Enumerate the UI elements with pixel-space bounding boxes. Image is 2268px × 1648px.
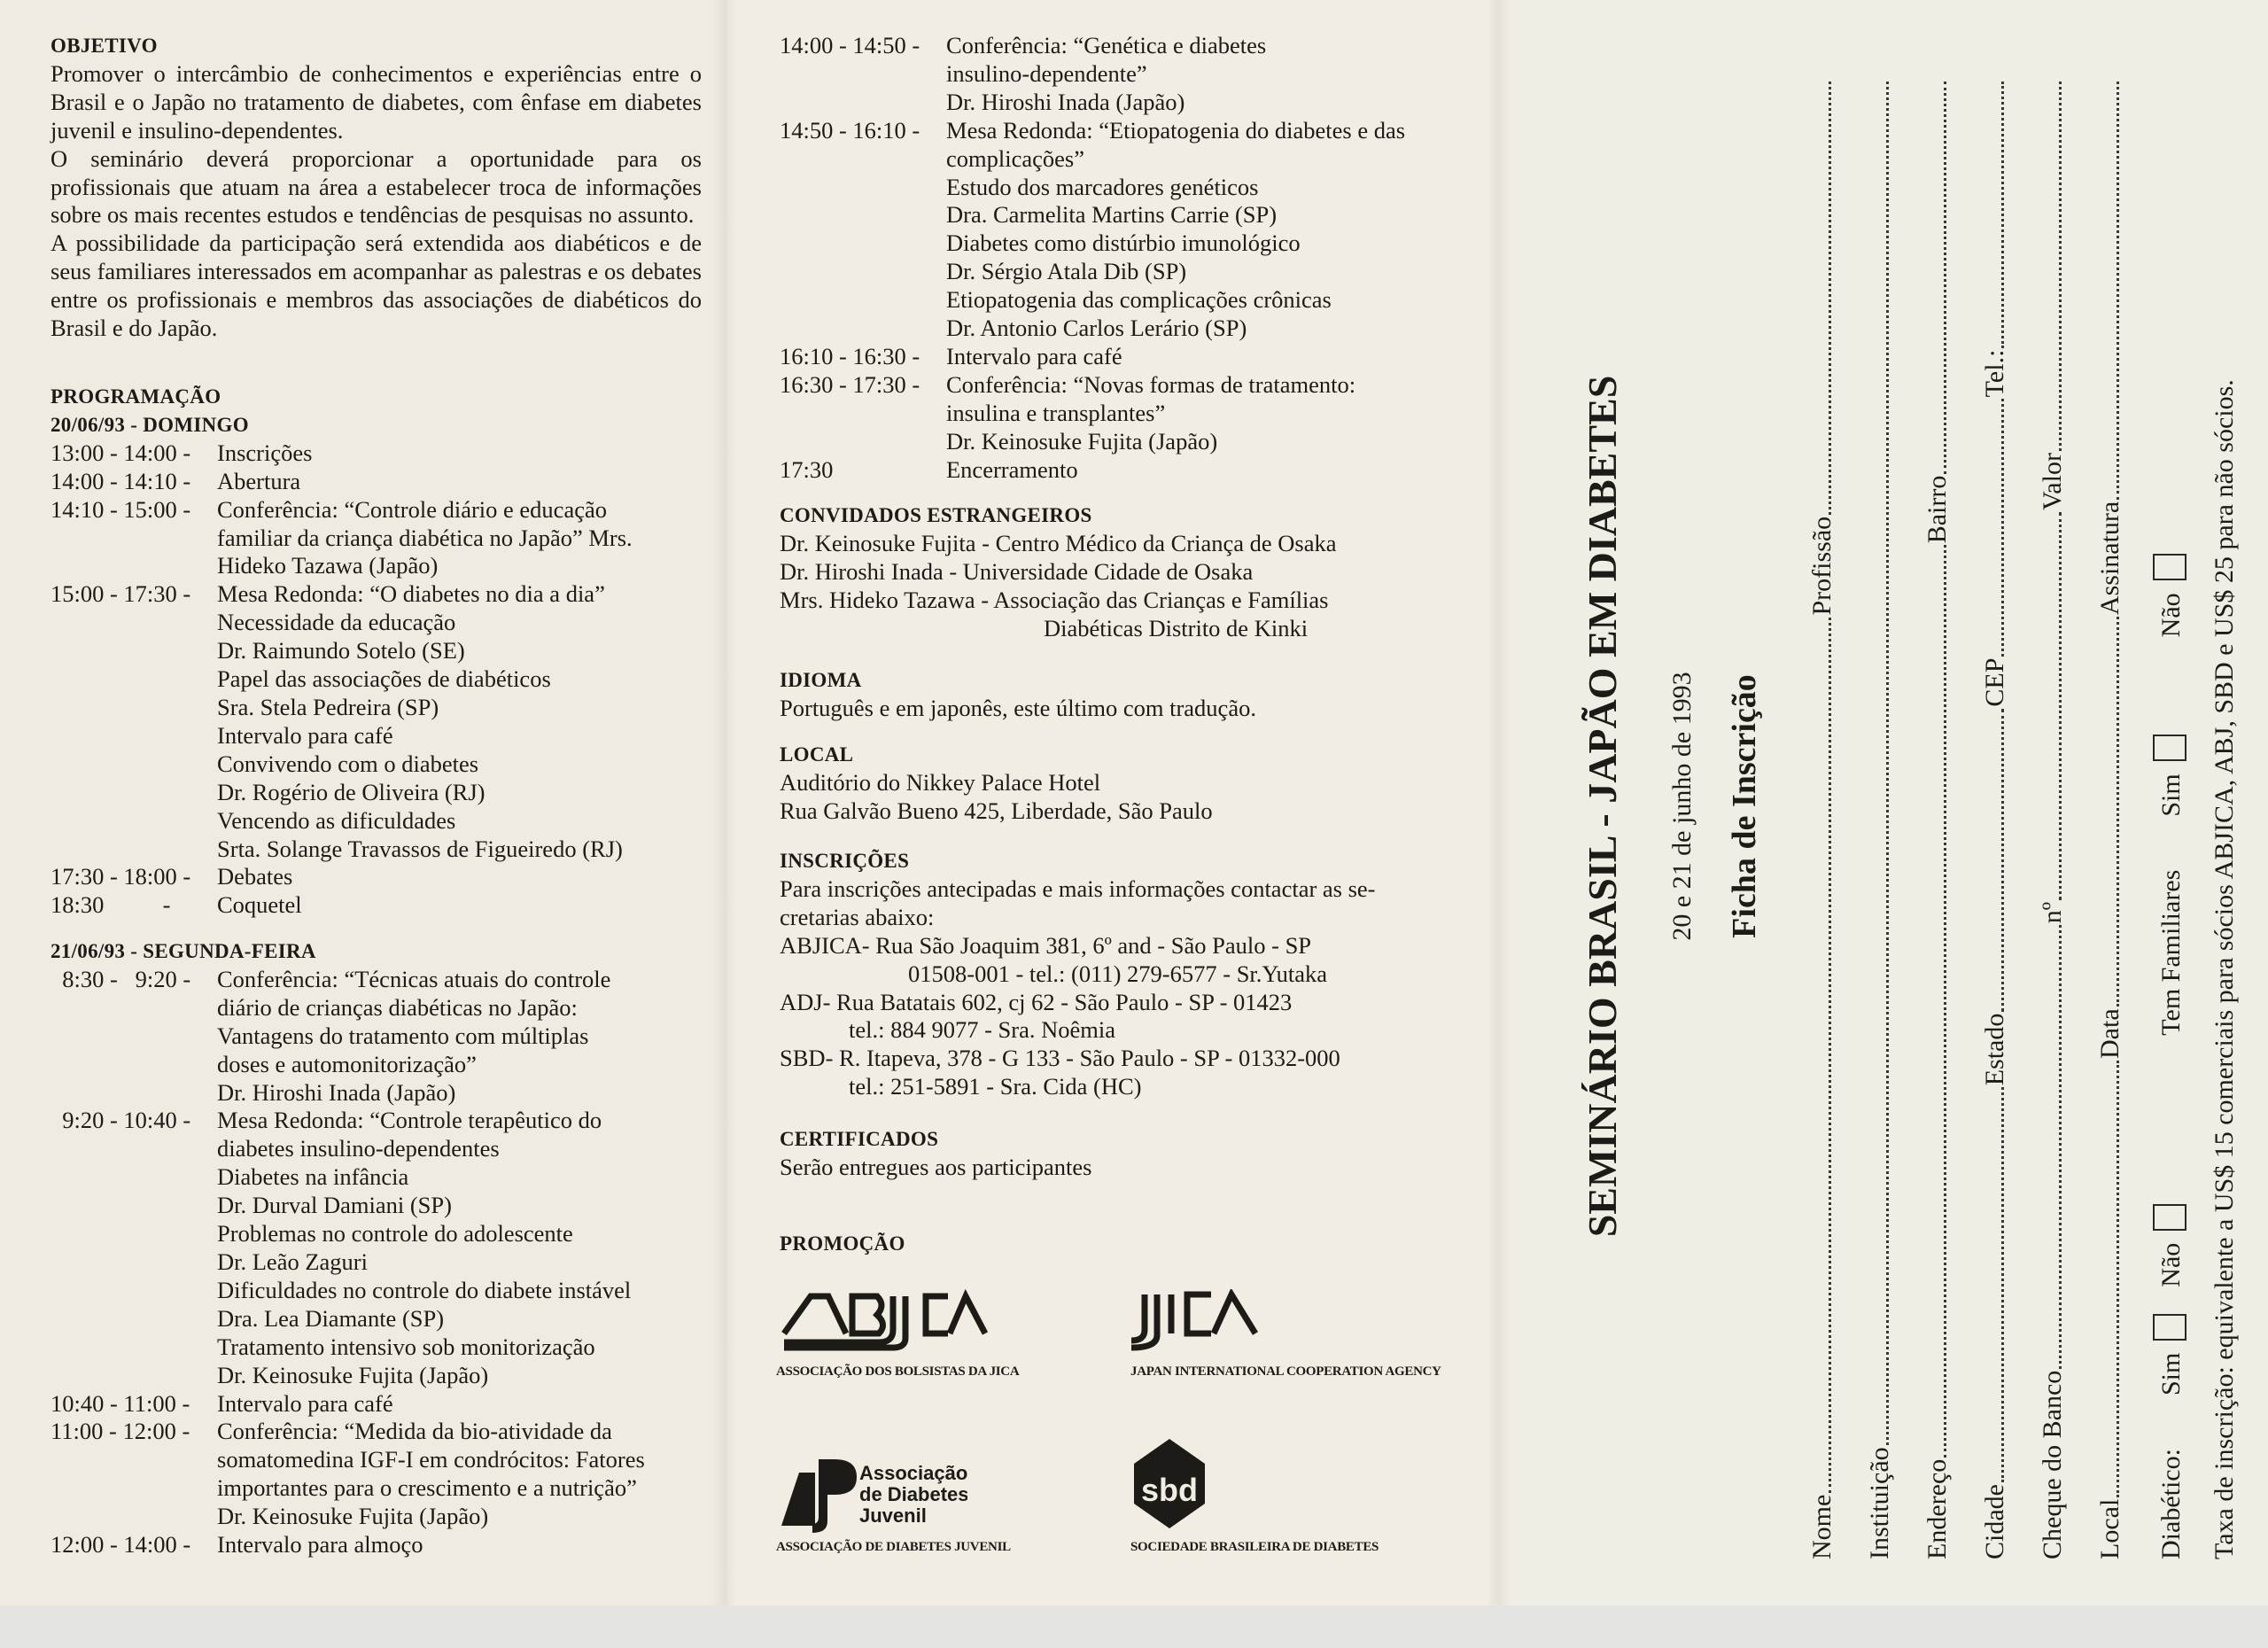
secretariat-line: tel.: 251-5891 - Sra. Cida (HC) — [849, 1073, 1142, 1100]
diabetic-label: Diabético: — [2156, 1449, 2186, 1559]
jica-logo — [1127, 1289, 1269, 1356]
registration-info-section — [780, 847, 1488, 1101]
secretariat-addresses — [780, 932, 1488, 1101]
bank-field[interactable] — [2059, 925, 2062, 1368]
schedule-line: Papel das associações de diabéticos — [217, 665, 551, 693]
secretariat-address — [780, 1045, 1488, 1101]
schedule-line: Dr. Keinosuke Fujita (Japão) — [946, 427, 1218, 455]
schedule-item — [50, 496, 702, 581]
schedule-item — [50, 580, 702, 863]
date-field[interactable] — [2117, 617, 2119, 1007]
language-heading: IDIOMA — [780, 669, 862, 691]
schedule-line: Conferência: “Genética e diabetes — [946, 32, 1267, 58]
objective-paragraph: O seminário deverá proporcionar a oportunidade para os profissionais que atuam na área a estabelecer troca de informações sobre os mais recentes estudos e tendências de pesquisas no assunto. — [50, 144, 702, 229]
secretariat-line: - Rua Batatais 602, cj 62 - São Paulo - SP - 01423 — [822, 988, 1293, 1015]
schedule-item — [780, 117, 1488, 343]
secretariat-org: ABJICA — [780, 931, 862, 959]
tel-field[interactable] — [2001, 82, 2004, 348]
city-field[interactable] — [2001, 1087, 2004, 1482]
cep-label: CEP — [1980, 657, 2009, 707]
guest-line-continuation: Diabéticas Distrito de Kinki — [1044, 614, 1309, 641]
secretariat-line: tel.: 884 9077 - Sra. Noêmia — [849, 1016, 1116, 1044]
schedule-time: 15:00 - 17:30 - — [50, 580, 197, 608]
schedule-line: Dr. Hiroshi Inada (Japão) — [946, 88, 1185, 115]
form-title: SEMINÁRIO BRASIL - JAPÃO EM DIABETES — [1580, 375, 1625, 1238]
certificates-heading: CERTIFICADOS — [780, 1128, 939, 1150]
promotion-heading: PROMOÇÃO — [780, 1232, 905, 1255]
schedule-line: somatomedina IGF-I em condrócitos: Fatores — [217, 1446, 645, 1473]
schedule-line: Mesa Redonda: “Controle terapêutico do — [217, 1107, 602, 1134]
schedule-line: Conferência: “Medida da bio-atividade da — [217, 1418, 612, 1445]
registration-intro: Para inscrições antecipadas e mais informações contactar as se- — [780, 875, 1376, 902]
schedule-line: Dr. Antonio Carlos Lerário (SP) — [946, 315, 1247, 342]
schedule-line: Convivendo com o diabetes — [217, 750, 479, 777]
schedule-line: Hideko Tazawa (Japão) — [217, 552, 439, 579]
objective-paragraph: A possibilidade da participação será extendida aos diabéticos e de seus familiares interessados em acompanhar as palestras e os debates entre os profissionais e membros das associações de diabéticos do Brasil e do Japão. — [50, 229, 702, 342]
schedule-item — [780, 456, 1488, 485]
date-label: Data — [2095, 1008, 2124, 1059]
schedule-time: 13:00 - 14:00 - — [50, 439, 197, 466]
schedule-line: Sra. Stela Pedreira (SP) — [217, 693, 439, 720]
value-label: Valor — [2038, 453, 2067, 511]
schedule-line: Diabetes como distúrbio imunológico — [946, 229, 1301, 257]
schedule-time: 14:10 - 15:00 - — [50, 495, 197, 523]
schedule-time: 18:30 - — [50, 891, 177, 919]
day-heading: 20/06/93 - DOMINGO — [50, 413, 249, 436]
form-row-place[interactable] — [2090, 80, 2125, 1559]
registration-heading: INSCRIÇÕES — [780, 850, 910, 872]
schedule-line: Necessidade da educação — [217, 609, 456, 636]
fold-line — [1487, 0, 1510, 1605]
profession-label: Profissão — [1807, 516, 1837, 616]
family-yes-checkbox[interactable] — [2153, 735, 2186, 761]
form-dates: 20 e 21 de junho de 1993 — [1667, 672, 1697, 941]
program-heading: PROGRAMAÇÃO — [50, 385, 221, 408]
certificates-text: Serão entregues aos participantes — [780, 1153, 1092, 1180]
institution-field[interactable] — [1886, 82, 1889, 1445]
schedule-line: Mesa Redonda: “O diabetes no dia a dia” — [217, 580, 605, 608]
certificates-section — [780, 1125, 1488, 1182]
schedule-line: Dr. Sérgio Atala Dib (SP) — [946, 258, 1187, 285]
schedule-line: doses e automonitorização” — [217, 1050, 477, 1077]
schedule-line: Mesa Redonda: “Etiopatogenia do diabetes e das — [946, 116, 1406, 144]
schedule-line: insulino-dependente” — [946, 59, 1147, 87]
form-row-address[interactable] — [1917, 80, 1953, 1559]
institution-label: Instituição — [1865, 1447, 1894, 1559]
schedule-item — [50, 1531, 702, 1559]
schedule-time: 12:00 - 14:00 - — [50, 1531, 197, 1559]
schedule-time: 8:30 - 9:20 - — [50, 965, 197, 992]
signature-field[interactable] — [2117, 82, 2119, 500]
schedule-line: Intervalo para café — [946, 342, 1122, 369]
family-no-checkbox[interactable] — [2153, 554, 2186, 580]
schedule-line: Coquetel — [217, 891, 302, 919]
check-number-field[interactable] — [2059, 512, 2062, 900]
schedule-item — [780, 371, 1488, 456]
schedule-time: 16:10 - 16:30 - — [780, 342, 926, 369]
venue-name: Auditório do Nikkey Palace Hotel — [780, 768, 1101, 796]
schedule-line: Dr. Leão Zaguri — [217, 1248, 368, 1275]
state-label: Estado — [1980, 1013, 2009, 1086]
schedule-line: Intervalo para café — [217, 721, 393, 749]
schedule-line: diário de crianças diabéticas no Japão: — [217, 993, 578, 1021]
svg-text:de Diabetes: de Diabetes — [859, 1483, 967, 1505]
state-field[interactable] — [2001, 709, 2004, 1012]
diabetic-no-checkbox[interactable] — [2153, 1204, 2186, 1231]
schedule-item — [780, 343, 1488, 371]
schedule-line: Tratamento intensivo sob monitorização — [217, 1333, 595, 1360]
family-yes-label: Sim — [2156, 773, 2186, 817]
schedule-line: Estudo dos marcadores genéticos — [946, 173, 1259, 200]
schedule-line: Abertura — [217, 467, 301, 494]
schedule-line: Dificuldades no controle do diabete instável — [217, 1276, 632, 1303]
program-section — [50, 383, 702, 920]
secretariat-address — [780, 932, 1488, 989]
address-field[interactable] — [1944, 545, 1946, 1457]
place-field[interactable] — [2117, 1061, 2119, 1497]
schedule-time: 17:30 — [780, 455, 834, 483]
objective-heading: OBJETIVO — [50, 35, 158, 57]
schedule-line: Vencendo as dificuldades — [217, 806, 456, 834]
schedule-item — [50, 468, 702, 496]
sbd-logo — [1130, 1437, 1209, 1535]
registration-form — [1570, 27, 2261, 1586]
svg-text:sbd: sbd — [1140, 1472, 1199, 1508]
name-field[interactable] — [1829, 618, 1831, 1493]
promotion-section — [780, 1230, 1488, 1258]
schedule-line: Dr. Raimundo Sotelo (SE) — [217, 637, 465, 665]
schedule-line: insulina e transplantes” — [946, 399, 1166, 426]
schedule-line: Vantagens do tratamento com múltiplas — [217, 1022, 589, 1049]
objective-paragraph: Promover o intercâmbio de conhecimentos e experiências entre o Brasil e o Japão no tratamento de diabetes, com ênfase em diabetes juvenil e insulino-dependentes. — [50, 59, 702, 144]
form-row-institution[interactable] — [1860, 80, 1895, 1559]
fold-line — [713, 0, 736, 1605]
objective-section — [50, 32, 702, 343]
secretariat-org: ADJ — [780, 988, 823, 1015]
fee-note: Taxa de inscrição: equivalente a US$ 15 comerciais para sócios ABJICA, ABJ, SBD e US$ 25 para não sócios. — [2210, 379, 2239, 1559]
schedule-line: Intervalo para almoço — [217, 1531, 423, 1559]
form-subtitle: Ficha de Inscrição — [1726, 674, 1763, 938]
form-row-check[interactable] — [2032, 80, 2068, 1559]
city-label: Cidade — [1980, 1484, 2009, 1559]
schedule-line: Dr. Rogério de Oliveira (RJ) — [217, 778, 485, 805]
schedule-line: Conferência: “Controle diário e educação — [217, 495, 607, 523]
schedule-time: 16:30 - 17:30 - — [780, 370, 926, 398]
form-row-name[interactable] — [1802, 80, 1837, 1559]
guest-line: Mrs. Hideko Tazawa - Associação das Crianças e Famílias — [780, 586, 1329, 613]
secretariat-address — [780, 989, 1488, 1046]
schedule-item — [50, 891, 702, 920]
district-field[interactable] — [1944, 82, 1946, 474]
schedule-line: diabetes insulino-dependentes — [217, 1135, 500, 1162]
schedule-item — [50, 1418, 702, 1531]
day-heading: 21/06/93 - SEGUNDA-FEIRA — [50, 940, 316, 962]
address-label: Endereço — [1922, 1458, 1952, 1559]
secretariat-org: SBD — [780, 1045, 826, 1072]
schedule-line: familiar da criança diabética no Japão” Mrs. — [217, 524, 633, 551]
registration-intro: cretarias abaixo: — [780, 903, 935, 930]
schedule-item — [50, 1107, 702, 1389]
schedule-line: Conferência: “Técnicas atuais do controle — [217, 965, 611, 992]
schedule-line: Dra. Carmelita Martins Carrie (SP) — [946, 201, 1278, 229]
venue-section — [780, 741, 1488, 826]
secretariat-line: - Rua São Joaquim 381, 6º and - São Paulo - SP — [861, 931, 1312, 959]
district-label: Bairro — [1922, 475, 1952, 544]
venue-heading: LOCAL — [780, 743, 854, 766]
schedule-line: Etiopatogenia das complicações crônicas — [946, 286, 1332, 314]
program-day2-section — [50, 937, 702, 1559]
form-row-diabetic[interactable] — [2148, 80, 2186, 1559]
schedule-line: Debates — [217, 863, 293, 890]
schedule-item — [50, 863, 702, 891]
schedule-line: Inscrições — [217, 439, 313, 466]
value-field[interactable] — [2059, 82, 2062, 451]
schedule-line: Srta. Solange Travassos de Figueiredo (RJ) — [217, 835, 623, 862]
guests-section — [780, 501, 1488, 643]
svg-text:Juvenil: Juvenil — [859, 1504, 927, 1527]
number-label: nº — [2038, 901, 2067, 924]
check-label: Cheque do Banco — [2038, 1370, 2067, 1559]
adj-logo — [773, 1455, 967, 1539]
schedule-line: Dra. Lea Diamante (SP) — [217, 1304, 445, 1332]
schedule-item — [50, 1390, 702, 1419]
adj-caption: ASSOCIAÇÃO DE DIABETES JUVENIL — [776, 1540, 1011, 1554]
guests-heading: CONVIDADOS ESTRANGEIROS — [780, 504, 1092, 526]
secretariat-line: - R. Itapeva, 378 - G 133 - São Paulo - SP - 01332-000 — [825, 1045, 1340, 1072]
schedule-line: Encerramento — [946, 455, 1078, 483]
day-schedule — [50, 439, 702, 920]
name-label: Nome — [1807, 1494, 1837, 1559]
diabetic-yes-checkbox[interactable] — [2153, 1314, 2186, 1341]
schedule-line: Dr. Durval Damiani (SP) — [217, 1192, 452, 1219]
schedule-time: 14:00 - 14:10 - — [50, 467, 197, 494]
schedule-time: 9:20 - 10:40 - — [50, 1107, 197, 1134]
day-schedule — [50, 966, 702, 1559]
schedule-time: 14:00 - 14:50 - — [780, 32, 926, 58]
cep-field[interactable] — [2001, 399, 2004, 656]
schedule-item — [50, 966, 702, 1108]
diabetic-no-label: Não — [2156, 1242, 2186, 1287]
abjica-logo — [780, 1289, 992, 1356]
schedule-line: importantes para o crescimento e a nutrição” — [217, 1474, 637, 1502]
jica-caption: JAPAN INTERNATIONAL COOPERATION AGENCY — [1130, 1364, 1441, 1379]
venue-address: Rua Galvão Bueno 425, Liberdade, São Paulo — [780, 797, 1213, 824]
schedule-item — [50, 439, 702, 468]
guest-line: Dr. Hiroshi Inada - Universidade Cidade de Osaka — [780, 557, 1254, 585]
svg-text:Associação: Associação — [859, 1462, 967, 1484]
profession-field[interactable] — [1829, 82, 1831, 515]
form-row-city[interactable] — [1975, 80, 2010, 1559]
family-label: Tem Familiares — [2156, 869, 2186, 1036]
schedule-line: Dr. Keinosuke Fujita (Japão) — [217, 1361, 489, 1388]
language-text: Português e em japonês, este último com tradução. — [780, 694, 1256, 721]
family-no-label: Não — [2156, 593, 2186, 638]
sbd-caption: SOCIEDADE BRASILEIRA DE DIABETES — [1130, 1540, 1379, 1554]
schedule-line: Intervalo para café — [217, 1389, 393, 1417]
schedule-line: Dr. Keinosuke Fujita (Japão) — [217, 1503, 489, 1530]
secretariat-line: 01508-001 - tel.: (011) 279-6577 - Sr.Yutaka — [908, 960, 1328, 987]
schedule-time: 11:00 - 12:00 - — [50, 1418, 196, 1445]
abjica-caption: ASSOCIAÇÃO DOS BOLSISTAS DA JICA — [776, 1364, 1020, 1379]
schedule-time: 14:50 - 16:10 - — [780, 116, 926, 144]
schedule-item — [780, 32, 1488, 117]
schedule-line: Conferência: “Novas formas de tratamento: — [946, 370, 1356, 398]
schedule-line: Dr. Hiroshi Inada (Japão) — [217, 1078, 456, 1106]
schedule-line: complicações” — [946, 144, 1084, 172]
place-label: Local — [2095, 1498, 2124, 1559]
guest-line: Dr. Keinosuke Fujita - Centro Médico da Criança de Osaka — [780, 529, 1337, 556]
signature-label: Assinatura — [2095, 501, 2124, 616]
schedule-line: Problemas no controle do adolescente — [217, 1220, 573, 1248]
schedule-time: 17:30 - 18:00 - — [50, 863, 197, 890]
tel-label: Tel.: — [1980, 349, 2009, 398]
schedule-time: 10:40 - 11:00 - — [50, 1389, 196, 1417]
language-section — [780, 666, 1488, 723]
schedule-line: Diabetes na infância — [217, 1163, 409, 1191]
day2-afternoon-schedule — [780, 32, 1488, 485]
diabetic-yes-label: Sim — [2156, 1352, 2186, 1396]
